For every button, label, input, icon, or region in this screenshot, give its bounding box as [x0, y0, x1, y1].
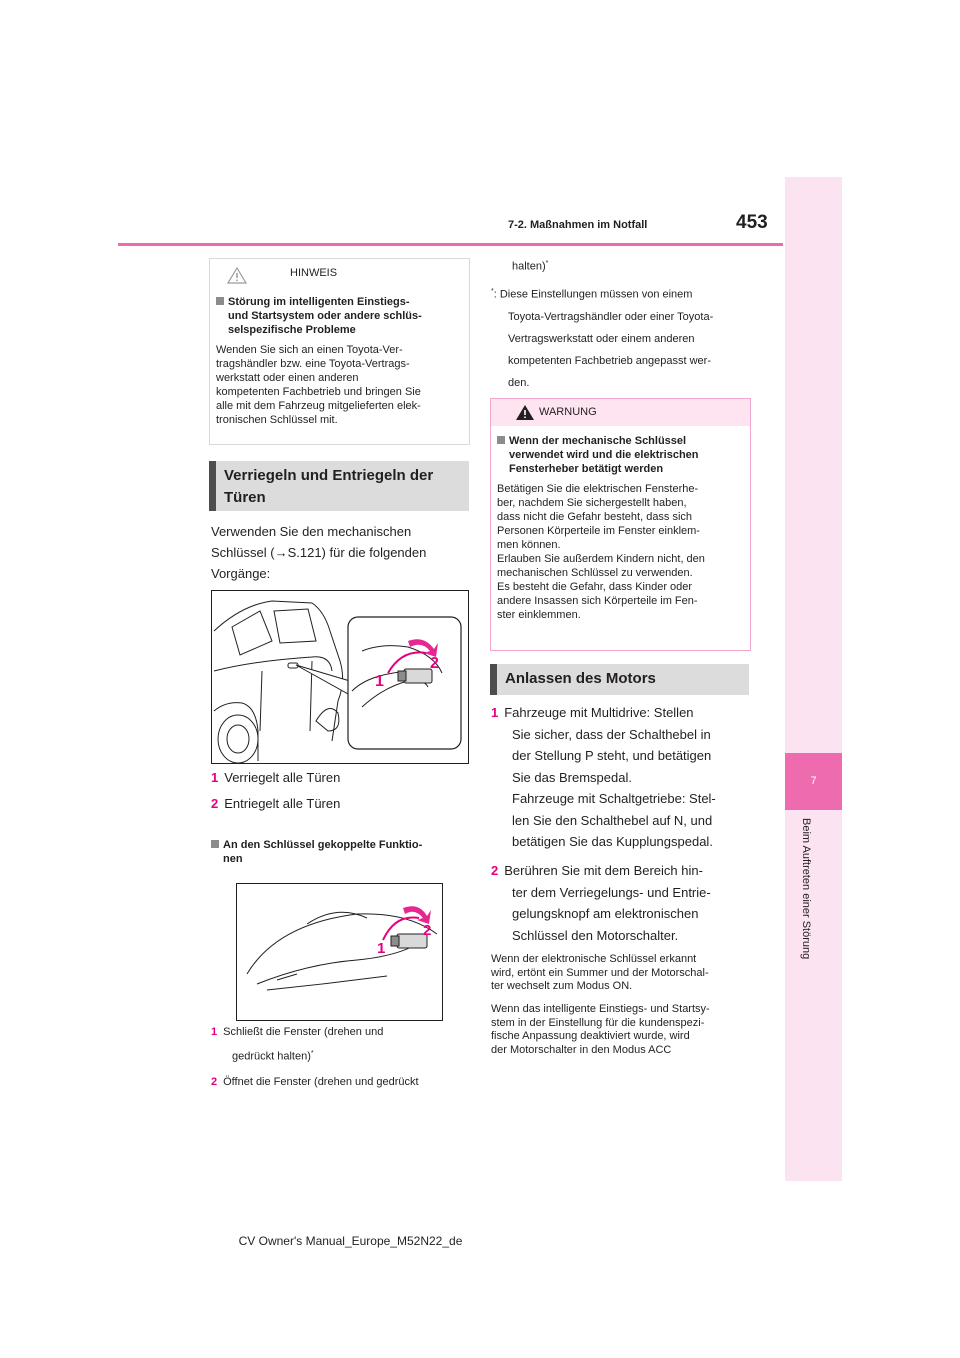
section-heading-start-engine: Anlassen des Motors: [490, 664, 749, 695]
bullet-square-icon: [497, 436, 505, 444]
warning-title: Wenn der mechanische Schlüssel verwendet wird und die elektrischen Fensterheber betätigt werden: [497, 434, 747, 476]
note-system-deactivated: Wenn das intelligente Einstiegs- und Startsy- stem in der Einstellung für die kundenspezi- fische Anpassung deaktiviert wurde, wird der Motorschalter in den Modus ACC: [491, 1003, 710, 1056]
warning-label: WARNUNG: [539, 406, 597, 418]
document-footer: CV Owner's Manual_Europe_M52N22_de: [238, 1234, 463, 1248]
step-lock-all: 1 Verriegelt alle Türen: [211, 770, 341, 785]
note-key-detected: Wenn der elektronische Schlüssel erkannt wird, ertönt ein Summer und der Motorschal- ter wechselt zum Modus ON.: [491, 953, 709, 992]
step-close-windows: 1 Schließt die Fenster (drehen und gedrückt halten)*: [211, 1026, 384, 1063]
continued-text: halten)*: [512, 260, 549, 273]
door-lock-figure: [211, 590, 469, 764]
section-heading-doors: Verriegeln und Entriegeln der Türen: [209, 461, 469, 511]
warning-body: Betätigen Sie die elektrischen Fensterhe- ber, nachdem Sie sichergestellt haben, dass nicht die Gefahr besteht, dass sich Personen Körperteile im Fenster einklem- men können. Erlauben Sie außerdem Kindern nicht, den mechanischen Schlüssel zu verwenden. Es besteht die Gefahr, dass Kinder oder andere Insassen sich Körperteile im Fen- ster einklemmen.: [497, 483, 705, 621]
step-number: 1: [211, 770, 219, 785]
step-open-windows: 2 Öffnet die Fenster (drehen und gedrückt: [211, 1076, 419, 1088]
window-key-figure: [236, 883, 443, 1021]
notice-title: Störung im intelligenten Einstiegs- und Startsystem oder andere schlüs- selspezifische Probleme: [216, 295, 466, 337]
figure1-label-1: 1: [375, 673, 384, 690]
footnote-marker: *: [310, 1050, 314, 1057]
footnote: *: Diese Einstellungen müssen von einem Toyota-Vertragshändler oder einer Toyota- Vertragswerkstatt oder einem anderen kompetenten Fachbetrieb angepasst wer- den.: [491, 288, 714, 389]
section-title: 7-2. Maßnahmen im Notfall: [508, 219, 648, 231]
figure2-label-1: 1: [377, 940, 386, 957]
notice-label: HINWEIS: [290, 267, 338, 279]
notice-box: [209, 258, 470, 445]
warning-triangle-icon: [227, 267, 247, 289]
step-unlock-all: 2 Entriegelt alle Türen: [211, 796, 341, 811]
figure2-label-2: 2: [423, 922, 432, 939]
step-number: 2: [491, 863, 499, 878]
step-number: 2: [211, 1076, 218, 1088]
header-rule: [118, 243, 783, 246]
footnote-marker: *: [491, 288, 494, 295]
step-number: 1: [211, 1026, 218, 1038]
warning-box: [490, 398, 751, 651]
bullet-square-icon: [211, 840, 219, 848]
step-number: 2: [211, 796, 219, 811]
step-touch-switch: 2 Berühren Sie mit dem Bereich hin- ter dem Verriegelungs- und Entrie- gelungsknopf am elektronischen Schlüssel den Motorschalter.: [491, 863, 711, 943]
step-prepare-engine: 1 Fahrzeuge mit Multidrive: Stellen Sie sicher, dass der Schalthebel in der Stellung P steht, und betätigen Sie das Bremspedal. Fahrzeuge mit Schaltgetriebe: Stel- len Sie den Schalthebel auf N, und betätigen Sie das Kupplungspedal.: [491, 705, 716, 849]
notice-body: Wenden Sie sich an einen Toyota-Ver- tragshändler bzw. eine Toyota-Vertrags- werkstatt oder einen anderen kompetenten Fachbetrieb und bringen Sie alle mit dem Fahrzeug mitgelieferten elek- tronischen Schlüssel mit.: [216, 344, 421, 426]
warning-triangle-icon: [515, 404, 535, 426]
chapter-title: Beim Auftreten einer Störung: [800, 818, 812, 960]
chapter-number: 7: [785, 753, 842, 810]
subheading-key-functions: An den Schlüssel gekoppelte Funktio- nen: [211, 838, 471, 866]
footnote-marker: *: [545, 260, 549, 267]
doors-intro: Verwenden Sie den mechanischen Schlüssel (→S.121) für die folgenden Vorgänge:: [211, 524, 427, 581]
page-number: 453: [736, 212, 768, 233]
figure1-label-2: 2: [430, 655, 439, 672]
bullet-square-icon: [216, 297, 224, 305]
step-number: 1: [491, 705, 499, 720]
